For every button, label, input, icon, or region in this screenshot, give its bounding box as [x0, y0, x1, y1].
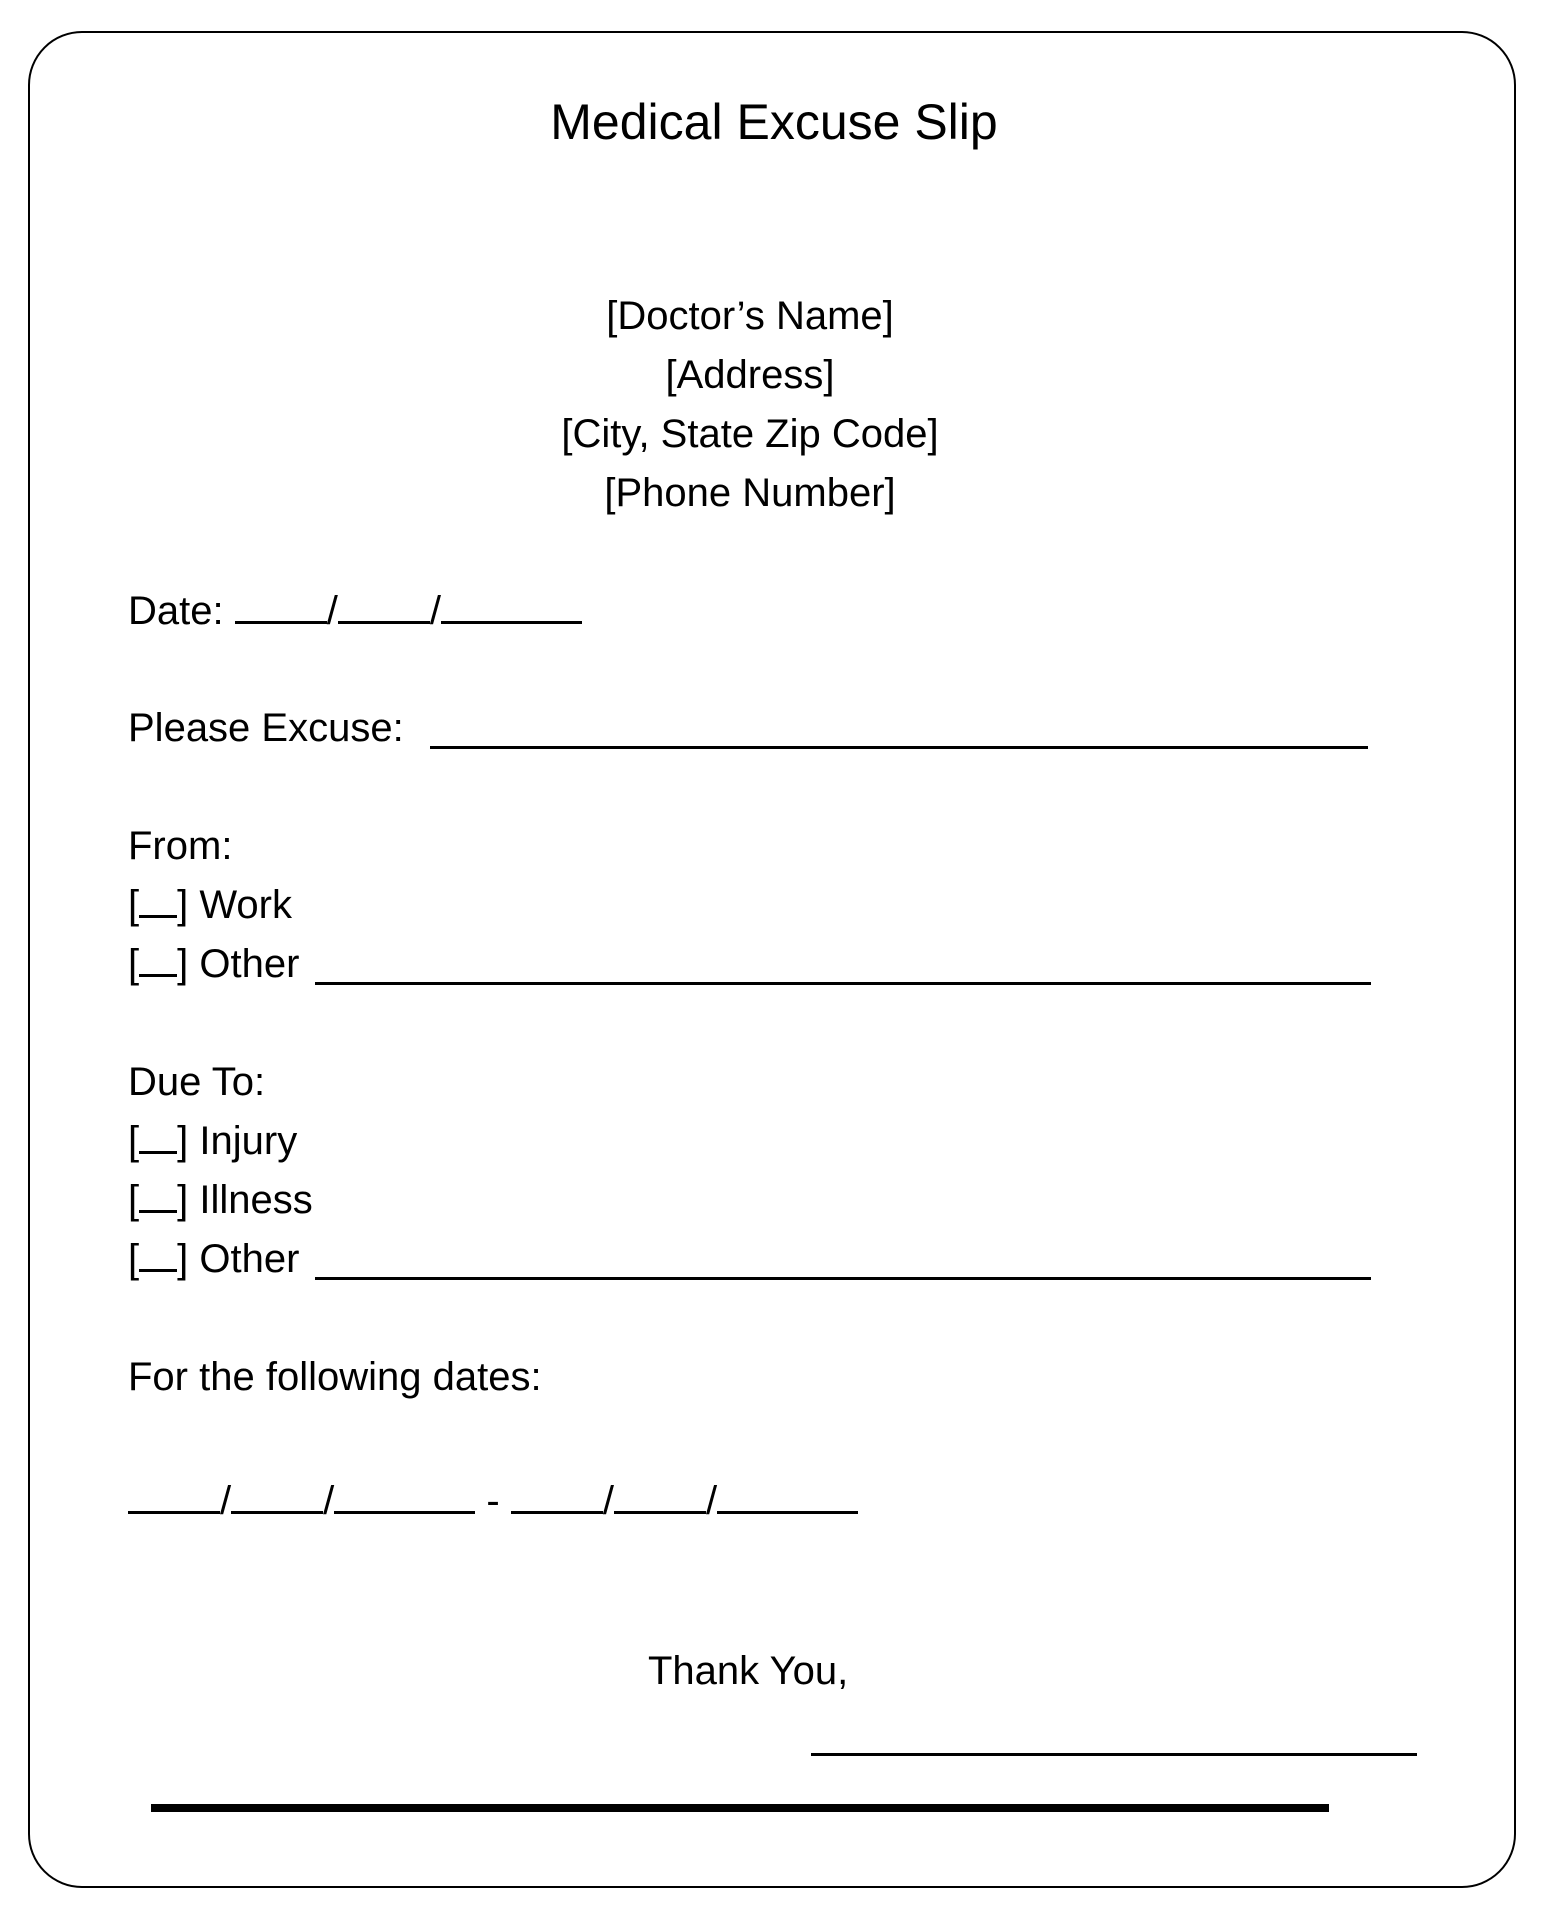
- checkbox-open-bracket: [: [128, 1119, 140, 1163]
- end-month-field[interactable]: [511, 1477, 603, 1514]
- city-state-zip: [City, State Zip Code]: [561, 412, 939, 456]
- from-other-checkbox[interactable]: [139, 940, 177, 977]
- checkbox-open-bracket: [: [128, 1237, 140, 1281]
- from-option-other[interactable]: [128, 939, 299, 989]
- illness-label: Illness: [199, 1178, 313, 1222]
- checkbox-open-bracket: [: [128, 883, 140, 927]
- start-year-field[interactable]: [334, 1477, 475, 1514]
- from-option-work[interactable]: [128, 880, 292, 930]
- injury-label: Injury: [199, 1119, 298, 1163]
- start-month-field[interactable]: [128, 1477, 220, 1514]
- due-to-option-injury[interactable]: [128, 1116, 297, 1166]
- date-range-row: [128, 1476, 858, 1526]
- please-excuse-field[interactable]: [430, 746, 1368, 749]
- date-year-field[interactable]: [441, 587, 582, 624]
- phone-number: [Phone Number]: [604, 471, 896, 515]
- illness-checkbox[interactable]: [139, 1176, 177, 1213]
- due-to-option-other[interactable]: [128, 1234, 299, 1284]
- date-separator: /: [323, 1479, 335, 1523]
- start-day-field[interactable]: [231, 1477, 323, 1514]
- checkbox-open-bracket: [: [128, 1178, 140, 1222]
- signature-line[interactable]: [811, 1753, 1417, 1756]
- footer-divider: [151, 1804, 1329, 1812]
- date-separator: /: [326, 589, 338, 633]
- from-other-label: Other: [199, 942, 300, 986]
- checkbox-close-bracket: ]: [177, 883, 189, 927]
- due-to-option-illness[interactable]: [128, 1175, 313, 1225]
- checkbox-close-bracket: ]: [177, 942, 189, 986]
- checkbox-close-bracket: ]: [177, 1237, 189, 1281]
- date-separator: /: [220, 1479, 232, 1523]
- checkbox-close-bracket: ]: [177, 1119, 189, 1163]
- date-separator: /: [429, 589, 441, 633]
- page-title: Medical Excuse Slip: [550, 94, 998, 150]
- date-range-separator: -: [486, 1479, 500, 1523]
- end-year-field[interactable]: [717, 1477, 858, 1514]
- address: [Address]: [665, 353, 835, 397]
- please-excuse-label: Please Excuse:: [128, 706, 404, 750]
- dates-label: For the following dates:: [128, 1355, 542, 1399]
- date-day-field[interactable]: [338, 587, 430, 624]
- doctor-name: [Doctor’s Name]: [606, 294, 894, 338]
- date-row: [128, 586, 582, 636]
- date-separator: /: [705, 1479, 718, 1523]
- due-other-checkbox[interactable]: [139, 1235, 177, 1272]
- from-label: From:: [128, 824, 233, 868]
- work-checkbox[interactable]: [139, 881, 177, 918]
- closing-text: Thank You,: [648, 1649, 849, 1693]
- injury-checkbox[interactable]: [139, 1117, 177, 1154]
- from-other-field[interactable]: [315, 982, 1371, 985]
- work-label: Work: [199, 883, 292, 927]
- end-day-field[interactable]: [614, 1477, 706, 1514]
- due-other-field[interactable]: [315, 1277, 1371, 1280]
- checkbox-close-bracket: ]: [177, 1178, 189, 1222]
- date-separator: /: [602, 1479, 614, 1523]
- date-month-field[interactable]: [235, 587, 327, 624]
- date-label: Date:: [128, 589, 224, 633]
- due-other-label: Other: [199, 1237, 300, 1281]
- checkbox-open-bracket: [: [128, 942, 140, 986]
- due-to-label: Due To:: [128, 1060, 266, 1104]
